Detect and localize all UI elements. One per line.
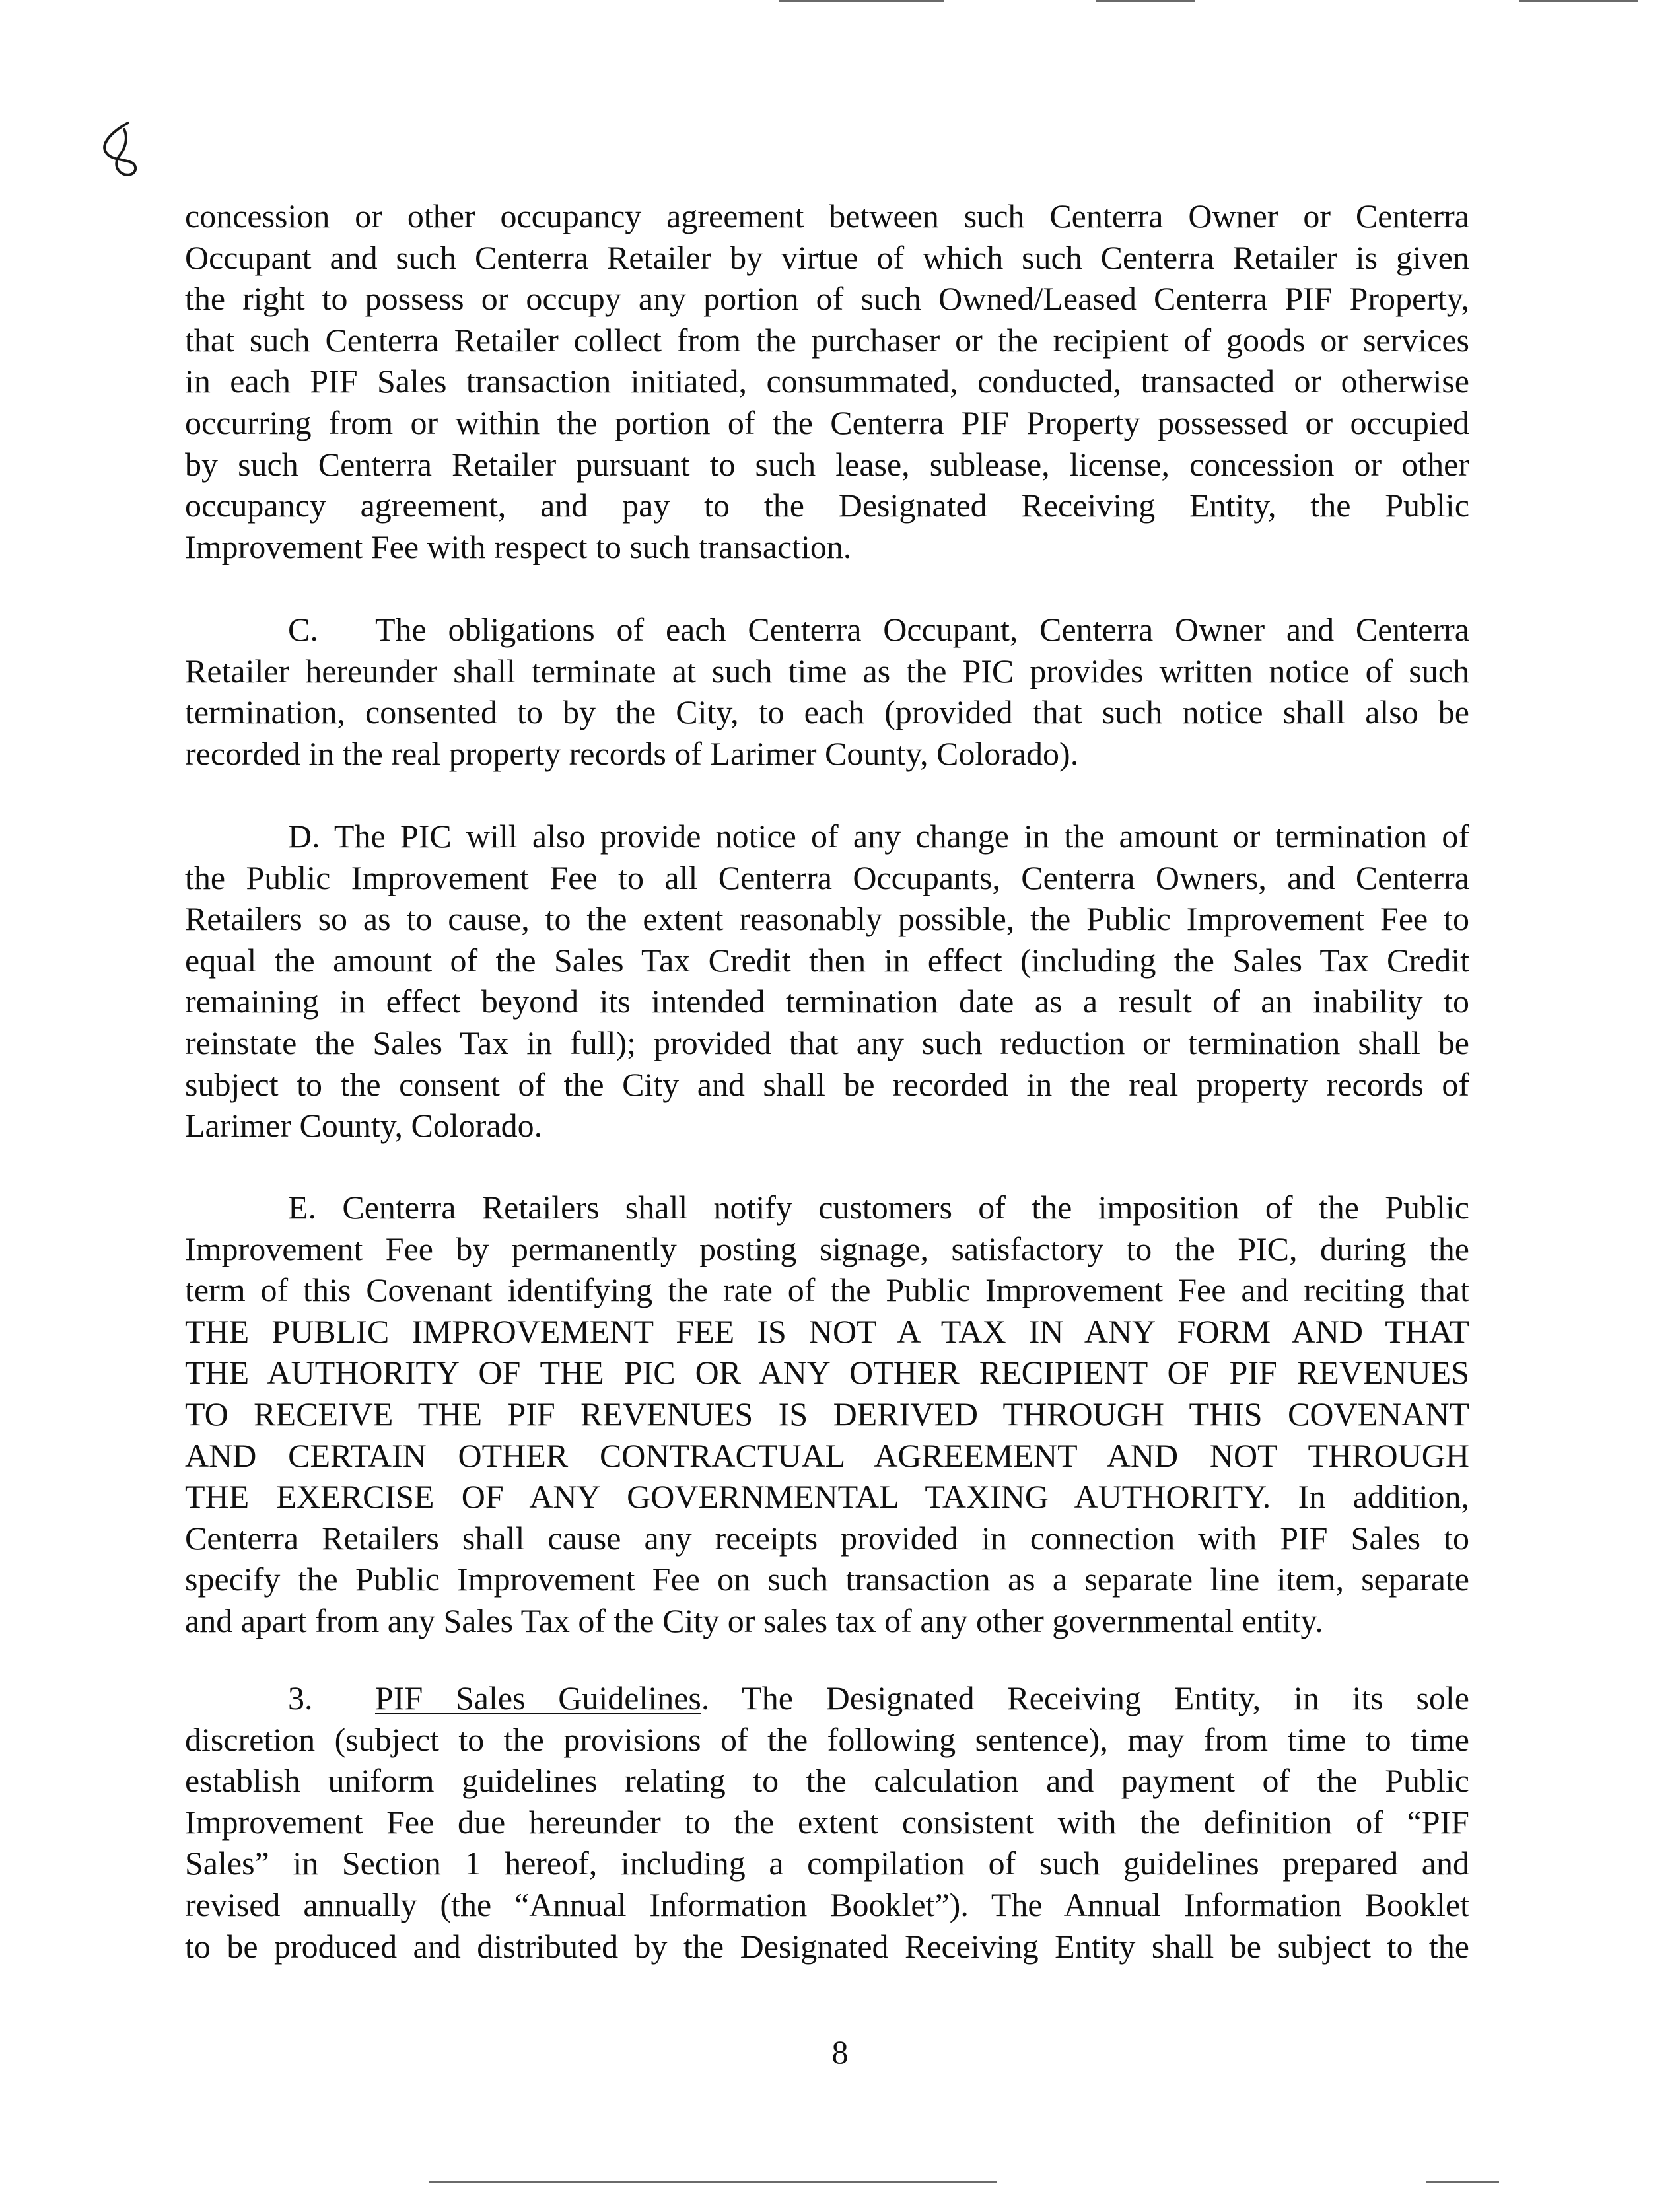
handwritten-page-mark-icon	[87, 111, 160, 184]
text-line-first	[185, 609, 1469, 651]
scan-artifact-bottom-1	[429, 2181, 997, 2183]
text-line: Improvement Fee by permanently posting signage, satisfactory to the PIC, during the	[185, 1230, 1469, 1267]
text-line: Occupant and such Centerra Retailer by virtue of which such Centerra Retailer is given	[185, 238, 1469, 276]
text-line: Improvement Fee with respect to such transaction.	[185, 528, 852, 565]
scan-artifact-top-2	[1096, 0, 1195, 2]
text-line: reinstate the Sales Tax in full); provided that any such reduction or termination shall be	[185, 1024, 1469, 1061]
text-line: Retailer hereunder shall terminate at such time as the PIC provides written notice of such	[185, 652, 1469, 689]
section-e-first-line: E. Centerra Retailers shall notify customers of the imposition of the Public	[288, 1189, 1469, 1226]
text-line: Improvement Fee due hereunder to the extent consistent with the definition of “PIF	[185, 1803, 1469, 1841]
text-line: the Public Improvement Fee to all Centerra Occupants, Centerra Owners, and Centerra	[185, 859, 1469, 896]
continuation-paragraph	[185, 195, 1469, 567]
text-line: establish uniform guidelines relating to the calculation and payment of the Public	[185, 1762, 1469, 1800]
text-line: Retailers so as to cause, to the extent reasonably possible, the Public Improvement Fee to	[185, 900, 1469, 938]
scan-artifact-bottom-2	[1426, 2181, 1499, 2183]
text-line: AND CERTAIN OTHER CONTRACTUAL AGREEMENT AND NOT THROUGH	[185, 1436, 1469, 1474]
text-line: equal the amount of the Sales Tax Credit then in effect (including the Sales Tax Credit	[185, 941, 1469, 979]
section-3-paragraph	[185, 1677, 1469, 1967]
section-d-paragraph	[185, 816, 1469, 1147]
text-line: recorded in the real property records of Larimer County, Colorado).	[185, 734, 1079, 772]
text-line: subject to the consent of the City and shall be recorded in the real property records of	[185, 1065, 1469, 1103]
text-line: in each PIF Sales transaction initiated, consummated, conducted, transacted or otherwise	[185, 363, 1469, 400]
text-line: by such Centerra Retailer pursuant to such lease, sublease, license, concession or other	[185, 445, 1469, 483]
text-line: occurring from or within the portion of the Centerra PIF Property possessed or occupied	[185, 404, 1469, 441]
text-line: Sales” in Section 1 hereof, including a compilation of such guidelines prepared and	[185, 1845, 1469, 1882]
text-line: the right to possess or occupy any portion of such Owned/Leased Centerra PIF Property,	[185, 280, 1469, 318]
text-line: THE AUTHORITY OF THE PIC OR ANY OTHER RECIPIENT OF PIF REVENUES	[185, 1354, 1469, 1392]
text-line: THE EXERCISE OF ANY GOVERNMENTAL TAXING AUTHORITY. In addition,	[185, 1478, 1469, 1516]
text-line: Larimer County, Colorado.	[185, 1107, 543, 1145]
text-line: discretion (subject to the provisions of the following sentence), may from time to time	[185, 1720, 1469, 1758]
text-line: THE PUBLIC IMPROVEMENT FEE IS NOT A TAX IN ANY FORM AND THAT	[185, 1312, 1469, 1350]
scan-artifact-top-3	[1519, 0, 1638, 2]
text-line: and apart from any Sales Tax of the City or sales tax of any other governmental entity.	[185, 1602, 1323, 1639]
text-line: Centerra Retailers shall cause any receipts provided in connection with PIF Sales to	[185, 1519, 1469, 1557]
text-line: to be produced and distributed by the Designated Receiving Entity shall be subject to the	[185, 1927, 1469, 1965]
text-line-first	[185, 816, 1469, 857]
scan-artifact-top-1	[779, 0, 944, 2]
section-d-first-line: D. The PIC will also provide notice of any change in the amount or termination of	[288, 818, 1469, 855]
section-c-first-line: The obligations of each Centerra Occupant, Centerra Owner and Centerra	[375, 611, 1469, 648]
text-line: that such Centerra Retailer collect from the purchaser or the recipient of goods or services	[185, 321, 1469, 359]
text-line: specify the Public Improvement Fee on such transaction as a separate line item, separate	[185, 1561, 1469, 1598]
page-number: 8	[831, 2033, 849, 2070]
section-c-marker: C.	[288, 611, 318, 648]
section-e-paragraph	[185, 1187, 1469, 1642]
section-c-paragraph	[185, 609, 1469, 774]
section-3-first-line-rest: . The Designated Receiving Entity, in its sole	[701, 1679, 1469, 1716]
text-line: revised annually (the “Annual Information Booklet”). The Annual Information Booklet	[185, 1886, 1469, 1923]
text-line: remaining in effect beyond its intended termination date as a result of an inability to	[185, 983, 1469, 1020]
text-line-first	[185, 1677, 1469, 1719]
text-line: termination, consented to by the City, to each (provided that such notice shall also be	[185, 693, 1469, 731]
text-line: TO RECEIVE THE PIF REVENUES IS DERIVED THROUGH THIS COVENANT	[185, 1395, 1469, 1432]
text-line: occupancy agreement, and pay to the Designated Receiving Entity, the Public	[185, 487, 1469, 524]
text-line: concession or other occupancy agreement between such Centerra Owner or Centerra	[185, 197, 1469, 234]
text-line: term of this Covenant identifying the rate of the Public Improvement Fee and reciting that	[185, 1271, 1469, 1309]
text-line-first	[185, 1187, 1469, 1228]
section-3-marker: 3.	[288, 1679, 313, 1716]
section-3-heading: PIF Sales Guidelines	[375, 1679, 701, 1716]
